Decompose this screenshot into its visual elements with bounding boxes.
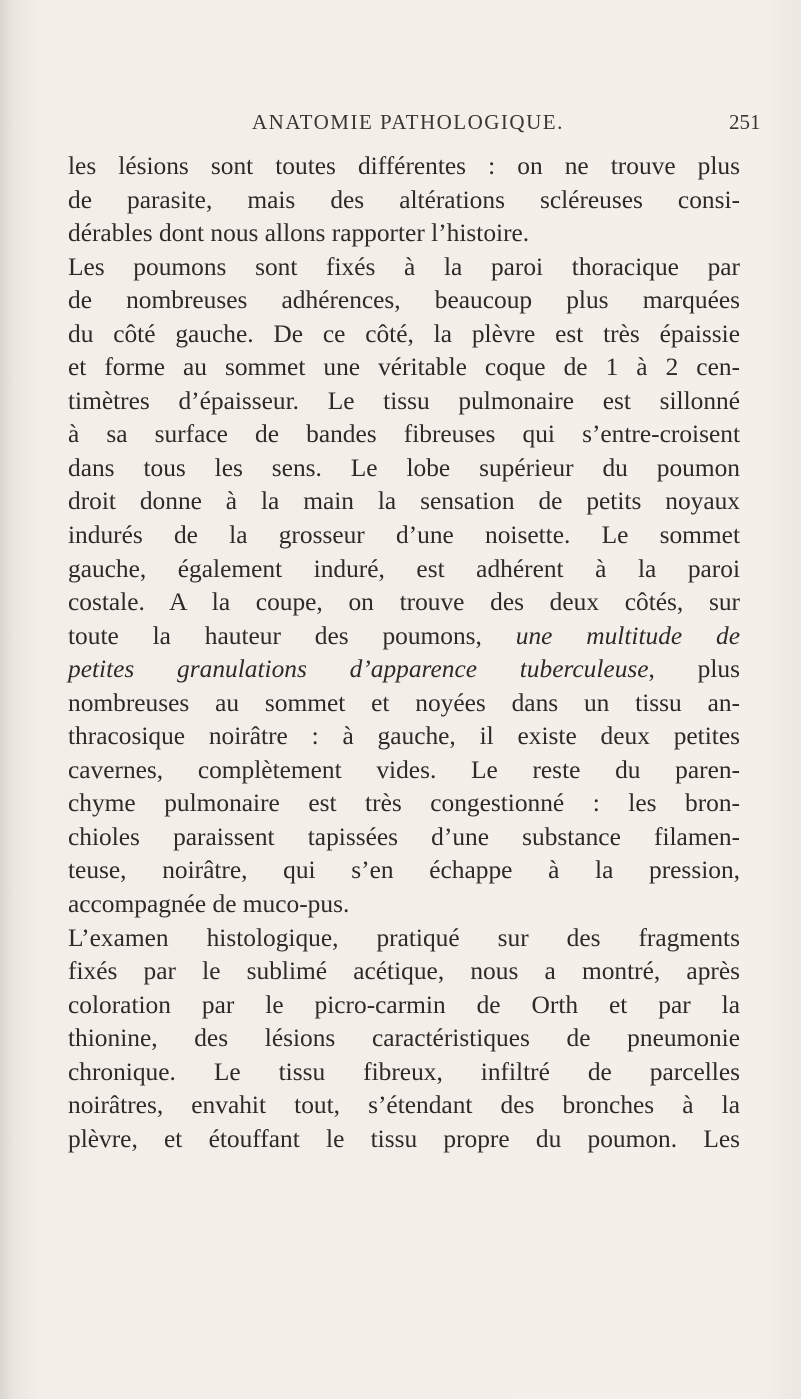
body-text: [68, 150, 740, 1156]
text-line: costale. A la coupe, on trouve des deux côtés, sur: [68, 588, 740, 617]
text-line: du côté gauche. De ce côté, la plèvre est très épaissie: [68, 319, 740, 348]
text-line: accompagnée de muco-pus.: [68, 890, 350, 919]
text-segment: , plus: [648, 655, 740, 684]
text-segment: toute la hauteur des poumons,: [68, 621, 516, 650]
paragraph-start-line: L’examen histologique, pratiqué sur des fragments: [68, 923, 740, 952]
italic-phrase: une multitude de: [515, 621, 740, 650]
page-header: [0, 110, 801, 140]
text-line: dérables dont nous allons rapporter l’histoire.: [68, 219, 530, 248]
text-line: gauche, également induré, est adhérent à la paroi: [68, 554, 740, 583]
text-line: noirâtres, envahit tout, s’étendant des bronches à la: [68, 1091, 740, 1120]
text-line: et forme au sommet une véritable coque de 1 à 2 cen-: [68, 353, 740, 382]
text-line: à sa surface de bandes fibreuses qui s’entre-croisent: [68, 420, 740, 449]
text-line: cavernes, complètement vides. Le reste du paren-: [68, 755, 740, 784]
text-line: chyme pulmonaire est très congestionné : les bron-: [68, 789, 740, 818]
text-line: [68, 620, 740, 654]
text-line: nombreuses au sommet et noyées dans un tissu an-: [68, 688, 740, 717]
paragraph-start-line: Les poumons sont fixés à la paroi thoracique par: [68, 252, 740, 281]
text-line: dans tous les sens. Le lobe supérieur du poumon: [68, 453, 740, 482]
text-line: [68, 653, 740, 687]
text-line: fixés par le sublimé acétique, nous a montré, après: [68, 957, 740, 986]
text-line: de nombreuses adhérences, beaucoup plus marquées: [68, 286, 740, 315]
text-line: thionine, des lésions caractéristiques de pneumonie: [68, 1024, 740, 1053]
italic-phrase: petites granulations d’apparence tuberculeuse: [68, 655, 649, 684]
text-line: timètres d’épaisseur. Le tissu pulmonaire est sillonné: [68, 386, 740, 415]
text-line: coloration par le picro-carmin de Orth et par la: [68, 990, 740, 1019]
text-line: les lésions sont toutes différentes : on ne trouve plus: [68, 152, 740, 180]
text-line: teuse, noirâtre, qui s’en échappe à la pression,: [68, 856, 740, 885]
text-line: plèvre, et étouffant le tissu propre du poumon. Les: [68, 1124, 740, 1153]
text-line: chronique. Le tissu fibreux, infiltré de parcelles: [68, 1057, 740, 1086]
text-line: chioles paraissent tapissées d’une substance filamen-: [68, 822, 740, 851]
page-number: 251: [729, 110, 761, 134]
text-line: droit donne à la main la sensation de petits noyaux: [68, 487, 740, 516]
running-title: ANATOMIE PATHOLOGIQUE.: [252, 110, 564, 134]
text-line: indurés de la grosseur d’une noisette. Le sommet: [68, 521, 740, 550]
text-line: thracosique noirâtre : à gauche, il existe deux petites: [68, 722, 740, 751]
text-line: de parasite, mais des altérations scléreuses consi-: [68, 185, 740, 214]
